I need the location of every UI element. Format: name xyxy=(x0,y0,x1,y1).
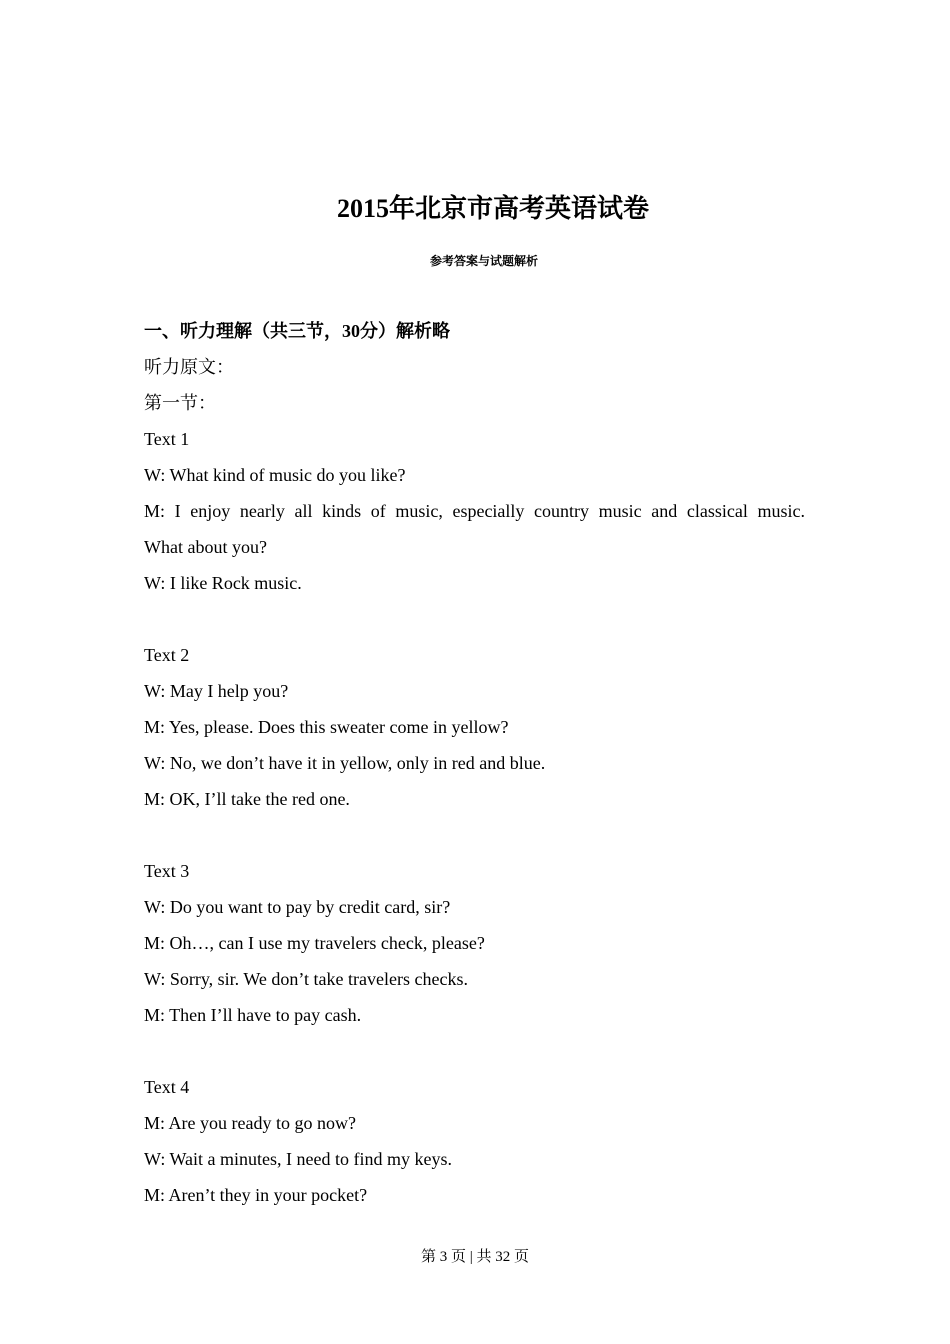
blank-line xyxy=(144,1033,805,1069)
page-footer: 第 3 页 | 共 32 页 xyxy=(420,1249,529,1265)
document-title: 2015年北京市高考英语试卷 xyxy=(336,194,649,223)
dialogue-line: W: I like Rock music. xyxy=(144,573,302,593)
blank-line xyxy=(144,817,805,853)
text-label: Text 1 xyxy=(144,429,190,449)
dialogue-line: W: No, we don’t have it in yellow, only in red and blue. xyxy=(144,753,546,773)
intro-line: 第一节： xyxy=(144,393,216,413)
dialogue-line: M: OK, I’ll take the red one. xyxy=(144,789,350,809)
document-body xyxy=(144,313,805,1213)
dialogue-line: W: Sorry, sir. We don’t take travelers checks. xyxy=(144,969,468,989)
dialogue-line: W: What kind of music do you like? xyxy=(144,465,406,485)
dialogue-line: W: May I help you? xyxy=(144,681,289,701)
intro-line: 听力原文： xyxy=(144,357,234,377)
section-heading: 一、听力理解（共三节，30分）解析略 xyxy=(144,321,450,341)
dialogue-line: M: Oh…, can I use my travelers check, please? xyxy=(144,933,485,953)
dialogue-line: M: Yes, please. Does this sweater come in yellow? xyxy=(144,717,509,737)
dialogue-line: M: Are you ready to go now? xyxy=(144,1113,356,1133)
dialogue-line: What about you? xyxy=(144,537,267,557)
dialogue-line: M: Then I’ll have to pay cash. xyxy=(144,1005,362,1025)
blank-line xyxy=(144,601,805,637)
dialogue-line: M: I enjoy nearly all kinds of music, especially country music and classical music. xyxy=(144,501,805,521)
dialogue-line: W: Do you want to pay by credit card, sir? xyxy=(144,897,451,917)
document-subtitle: 参考答案与试题解析 xyxy=(429,254,538,268)
text-label: Text 3 xyxy=(144,861,190,881)
dialogue-line: W: Wait a minutes, I need to find my keys. xyxy=(144,1149,452,1169)
text-label: Text 2 xyxy=(144,645,190,665)
dialogue-line: M: Aren’t they in your pocket? xyxy=(144,1185,368,1205)
text-label: Text 4 xyxy=(144,1077,190,1097)
